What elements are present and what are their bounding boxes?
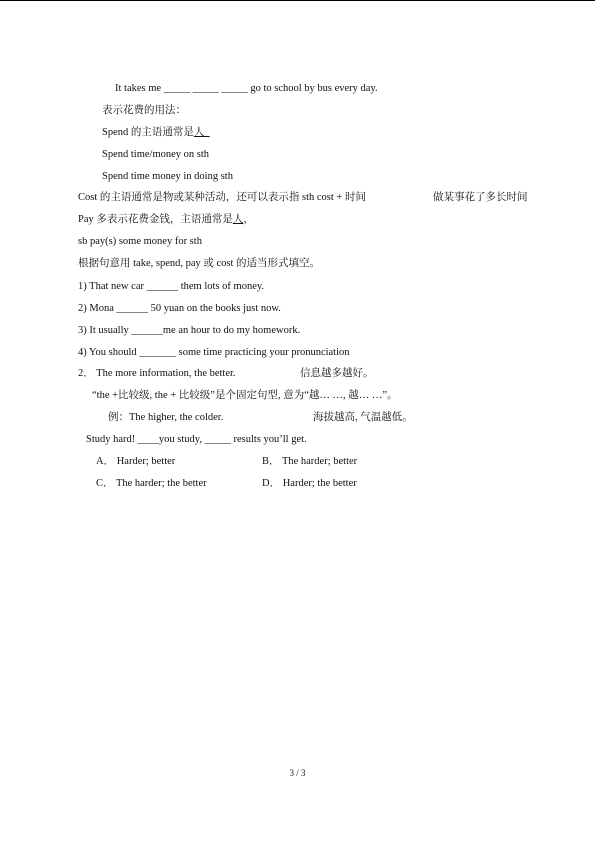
comparative-example-translation: 海拔越高, 气温越低。 (313, 412, 413, 423)
option-a: A． Harder; better (96, 456, 176, 467)
pay-usage-text: Pay 多表示花费金钱，主语通常是 (78, 214, 233, 225)
section-2-translation: 信息越多越好。 (300, 368, 374, 379)
page-number: 3 / 3 (289, 768, 306, 778)
pay-usage-note: Pay 多表示花费金钱，主语通常是人， (78, 214, 254, 225)
exercise-item-4: 4) You should _______ some time practicing your pronunciation (78, 347, 350, 358)
comparative-pattern-note: “the +比较级, the + 比较级”是个固定句型, 意为“越… …, 越… …”。 (92, 390, 398, 401)
example-sentence-takes: It takes me _____ _____ _____ go to school by bus every day. (115, 83, 378, 94)
spend-subject-text: Spend 的主语通常是 (102, 127, 194, 138)
option-b: B． The harder; better (262, 456, 358, 467)
question-study-hard: Study hard! ____you study, _____ results you’ll get. (86, 434, 307, 445)
spend-subject-underlined: 人 (193, 127, 205, 138)
option-c: C． The harder; the better (96, 478, 207, 489)
exercise-item-2: 2) Mona ______ 50 yuan on the books just now. (78, 303, 281, 314)
spend-subject-note (102, 126, 210, 139)
cost-usage-meaning: 做某事花了多长时间 (433, 192, 528, 203)
spend-doing-pattern: Spend time money in doing sth (102, 171, 233, 182)
pay-subject-underlined: 人 (232, 214, 244, 225)
cost-usage-note: Cost 的主语通常是物或某种活动，还可以表示指 sth cost + 时间 (78, 192, 366, 203)
page-top-rule (0, 0, 595, 1)
pay-pattern: sb pay(s) some money for sth (78, 236, 202, 247)
comparative-example: 例：The higher, the colder. (108, 412, 224, 423)
exercise-instruction: 根据句意用 take, spend, pay 或 cost 的适当形式填空。 (78, 258, 321, 269)
option-d: D． Harder; the better (262, 478, 357, 489)
exercise-item-1: 1) That new car ______ them lots of money. (78, 281, 265, 292)
section-2-heading: 2． The more information, the better. (78, 368, 236, 379)
spend-on-pattern: Spend time/money on sth (102, 149, 210, 160)
exercise-item-3: 3) It usually ______me an hour to do my homework. (78, 325, 301, 336)
usage-heading: 表示花费的用法： (102, 105, 186, 116)
